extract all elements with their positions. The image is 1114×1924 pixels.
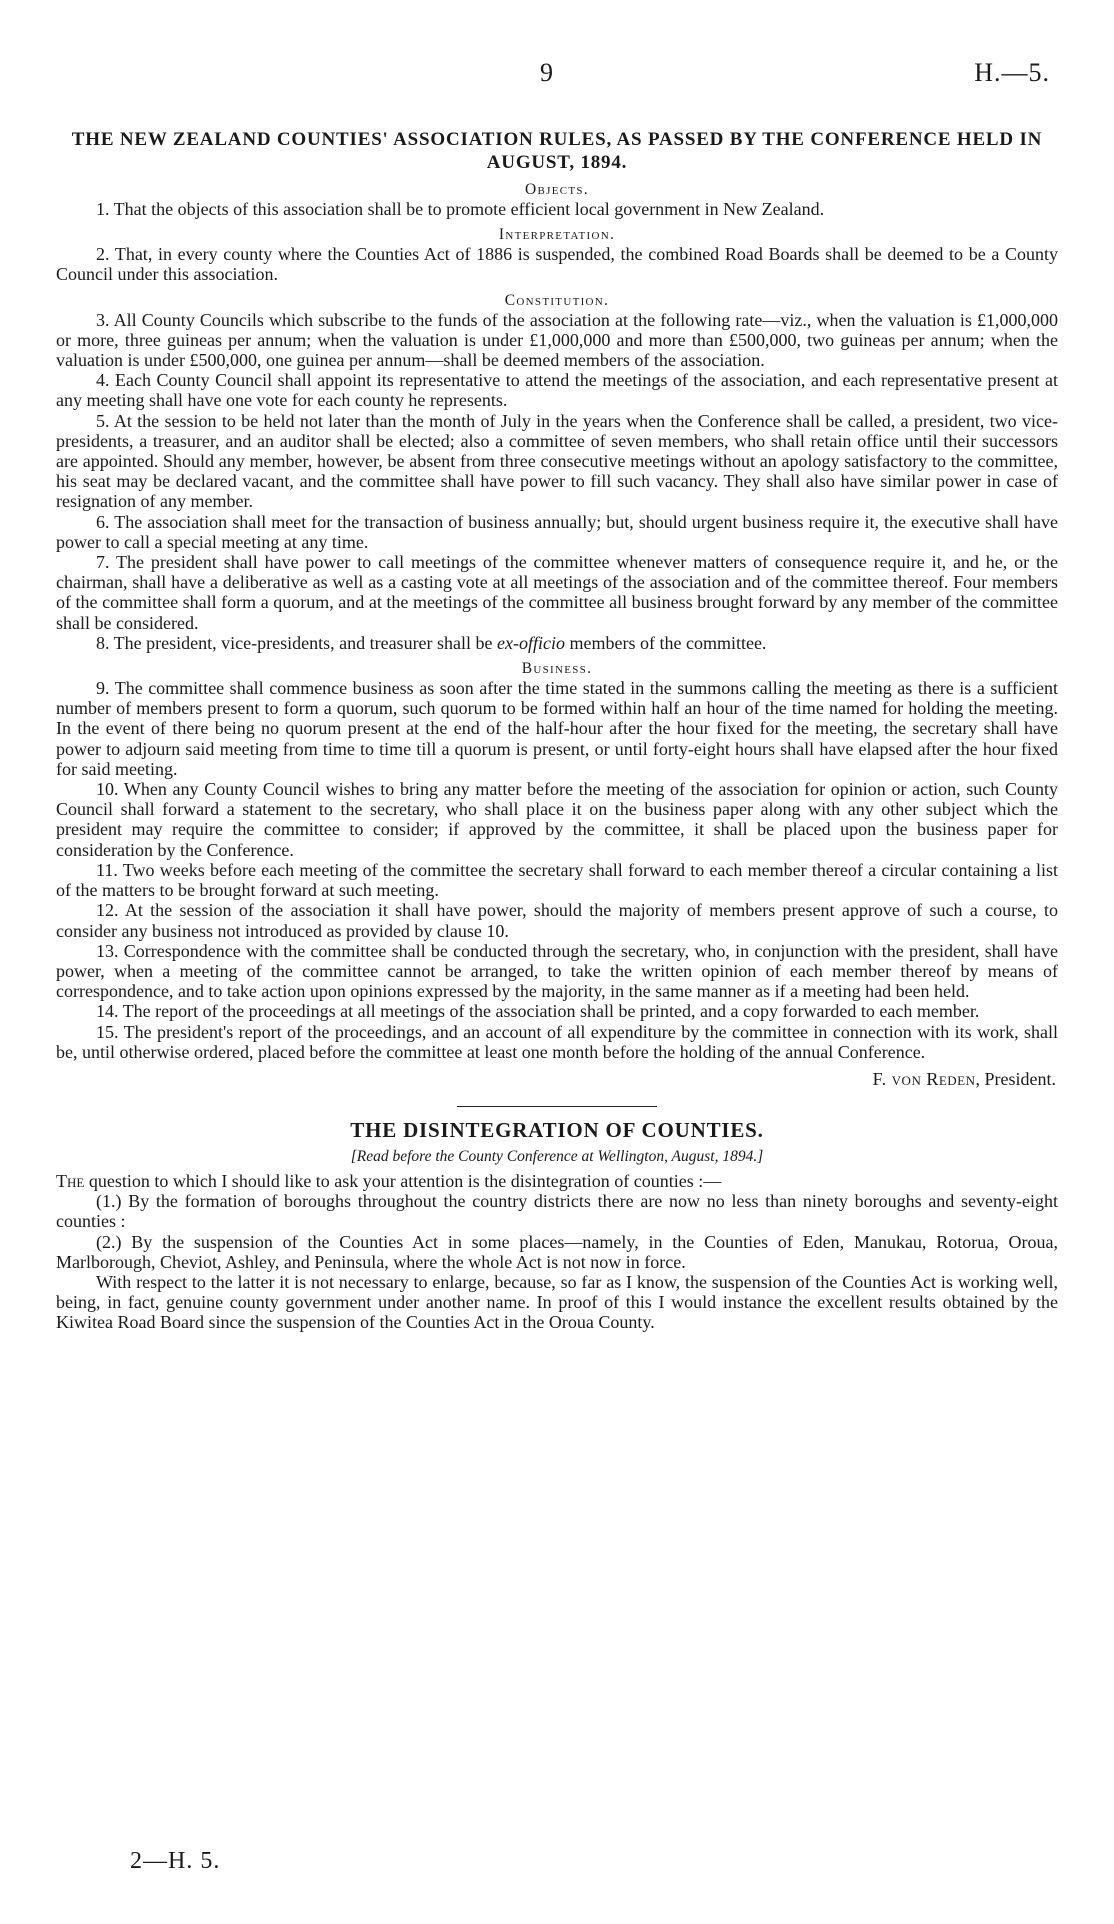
clause-5: 5. At the session to be held not later than the month of July in the years when the Conference shall be called, a president, two vice-presidents, a treasurer, and an auditor shall be elected; also a committee of seven members, who shall retain office until their successors are appointed. Should any member, however, be absent from three consecutive meetings without an apology satisfactory to the committee, his seat may be declared vacant, and the committee shall have power to fill such vacancy. They shall also have similar power in case of resignation of any member. xyxy=(56,410,1058,512)
heading-objects: Objects. xyxy=(525,181,589,198)
disintegration-title: THE DISINTEGRATION OF COUNTIES. xyxy=(350,1117,764,1142)
subtitle-close-bracket: ] xyxy=(757,1147,764,1165)
heading-business: Business. xyxy=(521,660,593,678)
clause-13: 13. Correspondence with the committee shall be conducted through the secretary, who, in conjunction with the president, shall have power, when a meeting of the committee cannot be arranged, to take the written opinion of each member thereof by means of correspondence, and to take action upon opinions expressed by the majority, in the same manner as if a meeting had been held. xyxy=(56,940,1058,1002)
clause-9: 9. The committee shall commence business as soon after the time stated in the summons calling the meeting as there is a sufficient number of members present to form a quorum, such quorum to be formed within half an hour of the time named for holding the meeting. In the event of there being no quorum present at the end of the half-hour after the hour fixed for the meeting, the secretary shall have power to adjourn said meeting from time to time till a quorum is present, or until forty-eight hours shall have elapsed after the hour fixed for said meeting. xyxy=(56,678,1058,779)
clause-15: 15. The president's report of the proceedings, and an account of all expenditure by the committee in connection with its work, shall be, until otherwise ordered, placed before the committee at least one month before the holding of the annual Conference. xyxy=(56,1021,1058,1062)
clause-14: 14. The report of the proceedings at all meetings of the association shall be printed, and a copy forwarded to each member. xyxy=(96,1001,980,1022)
heading-constitution: Constitution. xyxy=(504,291,610,309)
intro-paragraph xyxy=(56,1171,1058,1191)
heading-interpretation: Interpretation. xyxy=(498,226,616,244)
clause-3: 3. All County Councils which subscribe to the funds of the association at the following rate—viz., when the valuation is £1,000,000 or more, three guineas per annum; when the valuation is under £1,000,000 and more than £500,000, two guineas per annum; when the valuation is under £500,000, one guinea per annum—shall be deemed members of the association. xyxy=(56,309,1058,371)
paper-reference: H.—5. xyxy=(974,58,1050,87)
subtitle-open-bracket: [ xyxy=(350,1147,357,1165)
section-divider xyxy=(457,1106,657,1107)
point-2: (2.) By the suspension of the Counties Act in some places—namely, in the Counties of Eden, Manukau, Rotorua, Oroua, Marlborough, Cheviot, Ashley, and Peninsula, where the whole Act is not now in force. xyxy=(56,1231,1058,1272)
clause-6: 6. The association shall meet for the transaction of business annually; but, should urgent business require it, the executive shall have power to call a special meeting at any time. xyxy=(56,511,1058,552)
clause-8 xyxy=(56,633,1058,653)
clause-7: 7. The president shall have power to call meetings of the committee whenever matters of consequence require it, and he, or the chairman, shall have a deliberative as well as a casting vote at all meetings of the association and of the committee thereof. Four members of the committee shall form a quorum, and at the meetings of the committee all business brought forward by any member of the committee shall be considered. xyxy=(56,552,1058,633)
clause-4: 4. Each County Council shall appoint its representative to attend the meetings of the association, and each representative present at any meeting shall have one vote for each county he represents. xyxy=(56,370,1058,411)
clause-12: 12. At the session of the association it shall have power, should the majority of members present approve of such a course, to consider any business not introduced as provided by clause 10. xyxy=(56,900,1058,941)
clause-1: 1. That the objects of this association shall be to promote efficient local government in New Zealand. xyxy=(96,199,825,219)
intro-first-word: The xyxy=(56,1170,85,1191)
point-1: (1.) By the formation of boroughs throughout the country districts there are now no less than ninety boroughs and seventy-eight counties : xyxy=(56,1191,1058,1232)
page-number: 9 xyxy=(540,58,553,87)
subtitle-text: Read before the County Conference at Wellington, August, 1894. xyxy=(356,1147,758,1165)
intro-rest: question to which I should like to ask your attention is the disintegration of counties :— xyxy=(84,1170,722,1191)
disintegration-subtitle xyxy=(56,1147,1058,1167)
signature-mark: 2—H. 5. xyxy=(130,1848,221,1874)
paragraph-1: With respect to the latter it is not necessary to enlarge, because, so far as I know, the suspension of the Counties Act is working well, being, in fact, genuine county government under another name. In proof of this I would instance the excellent results obtained by the Kiwitea Road Board since the suspension of the Counties Act in the Oroua County. xyxy=(56,1271,1058,1333)
clause-8-end: members of the committee. xyxy=(565,632,767,653)
signature xyxy=(56,1068,1058,1090)
rules-title: THE NEW ZEALAND COUNTIES' ASSOCIATION RULES, AS PASSED BY THE CONFERENCE HELD IN AUGUST, 1894. xyxy=(71,129,1043,173)
clause-8-start: 8. The president, vice-presidents, and treasurer shall be xyxy=(96,632,498,653)
signature-name: F. von Reden xyxy=(872,1068,976,1089)
clause-8-italic: ex-officio xyxy=(497,632,565,653)
clause-10: 10. When any County Council wishes to bring any matter before the meeting of the association for opinion or action, such County Council shall forward a statement to the secretary, who shall place it on the business paper along with any other subject which the president may require the committee to consider; if approved by the committee, it shall be placed upon the business paper for consideration by the Conference. xyxy=(56,779,1058,860)
clause-11: 11. Two weeks before each meeting of the committee the secretary shall forward to each member thereof a circular containing a list of the matters to be brought forward at such meeting. xyxy=(56,859,1058,901)
main-column xyxy=(56,128,1058,1333)
signature-role: , President. xyxy=(975,1068,1056,1089)
clause-2: 2. That, in every county where the Counties Act of 1886 is suspended, the combined Road Boards shall be deemed to be a County Council under this association. xyxy=(56,244,1058,285)
